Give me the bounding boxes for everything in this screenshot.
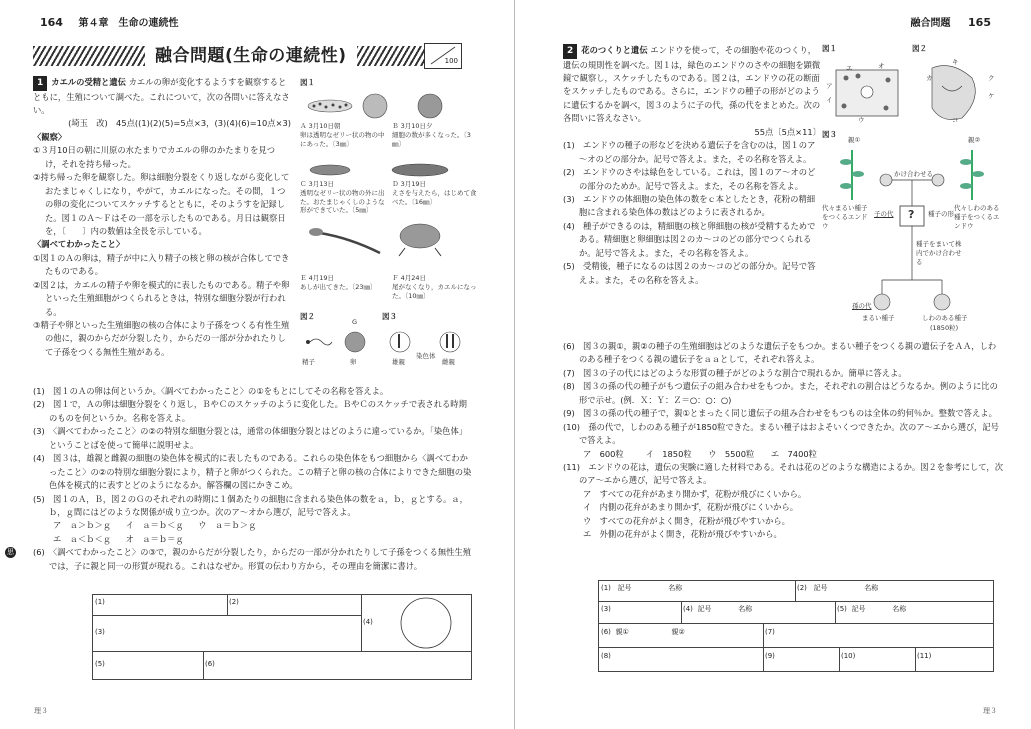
res-head: 〈調べてわかったこと〉 bbox=[33, 239, 125, 250]
left-page bbox=[0, 0, 515, 729]
fig1-caption-e: Ｅ 4月19日 あしが出てきた。〔23㎜〕 bbox=[300, 274, 377, 291]
q2-fig1-mark-a: ア bbox=[826, 82, 833, 90]
q2-fig1-label: 図１ bbox=[822, 44, 837, 53]
q1-5-choices-row2 bbox=[33, 533, 473, 546]
q2-fig2-mark-ke: ケ bbox=[988, 92, 995, 100]
inheritance-diagram bbox=[822, 140, 1002, 330]
fig3-round: まるい種子 bbox=[862, 314, 895, 322]
q2-4: (4) 種子ができるのは，精細胞の核と卵細胞の核が受精するためである。精細胞と卵細胞は図２のカ～コのどの部分でつくられるか。記号で答えよ。また，その名称を答えよ。 bbox=[563, 220, 816, 258]
q2-answer-2-kigou: 記号 bbox=[813, 584, 828, 592]
fig1-caption-b: Ｂ 3月10日夕 細胞の数が多くなった。〔3㎜〕 bbox=[392, 122, 471, 148]
q2-9: (9) 図３の孫の代の種子で，親①とまったく同じ遺伝子の組み合わせをもつものは全体の約何％か。整数で答えよ。 bbox=[563, 408, 997, 419]
q2-answer-7-label: (7) bbox=[765, 628, 775, 636]
fig2-label: 図２ bbox=[300, 312, 315, 321]
q2-intro: エンドウを使って，その細胞や花のつくり，遺伝の規則性を調べた。図１は，緑色のエンドウのさやの細胞を顕微鏡で観察し，スケッチしたものである。図２は，エンドウの花の断面をスケッチしたものである。さらに，エンドウの種子の形がどのように遺伝するかを調べ，図３のように子の代，孫の代をまとめた。次の各問いに答えなさい。 bbox=[563, 45, 821, 124]
fig1-caption-c: Ｃ 3月13日 透明なゼリー状の物の外に出た。おたまじゃくしのような形ができていた。〔5㎜〕 bbox=[300, 180, 385, 215]
q2-answer-4-label: (4) bbox=[683, 605, 693, 613]
q2-answer-8[interactable] bbox=[599, 647, 764, 671]
q2-1: (1) エンドウの種子の形などを決める遺伝子を含むのは，図１のア～オのどの部分か。記号で答えよ。また，その名称を答えよ。 bbox=[563, 140, 816, 164]
q1-choice-u: ウ ａ＝ｂ＞ｇ bbox=[198, 520, 257, 531]
q2-answer-3[interactable] bbox=[599, 601, 682, 624]
q2-11-choice-u: ウ すべての花弁がよく開き，花粉が飛びやすいから。 bbox=[583, 515, 790, 526]
fig3-parent2: 親② bbox=[968, 136, 981, 144]
q2-10-choice-a: ア 600粒 bbox=[583, 448, 624, 459]
q2-answer-2[interactable] bbox=[795, 581, 993, 602]
res-2: ②図２は，カエルの精子や卵を模式的に表したものである。精子や卵といった生殖細胞がつくられるときは，特別な細胞分裂が行われる。 bbox=[33, 279, 290, 317]
think-mark-icon: 思 bbox=[7, 548, 14, 557]
q1-number: 1 bbox=[33, 76, 47, 91]
q2-answer-6-label: (6) bbox=[601, 628, 611, 636]
res-1: ①図１のＡの卵は，精子が中に入り精子の核と卵の核が合体してできたものである。 bbox=[33, 252, 290, 277]
q2-fig1-mark-e: エ bbox=[846, 64, 853, 72]
q2-fig2-mark-ki: キ bbox=[952, 58, 959, 66]
fig3-parent1: 親① bbox=[848, 136, 861, 144]
q2-intro-block bbox=[563, 44, 821, 287]
q2-fig1-mark-o: オ bbox=[878, 62, 885, 70]
q2-answer-5-kigou: 記号 bbox=[851, 605, 866, 613]
fig2-g-label: G bbox=[352, 318, 358, 326]
answer-2[interactable] bbox=[227, 595, 362, 616]
q2-6: (6) 図３の親①，親②の種子の生殖細胞はどのような遺伝子をもつか。まるい種子をつくる親の遺伝子をＡＡ，しわのある種子をつくる親の遺伝子をａａとして，それぞれ答えよ。 bbox=[563, 341, 997, 365]
answer-6[interactable] bbox=[203, 651, 471, 679]
q2-11-choice-i: イ 内側の花弁があまり開かず，花粉が飛びにくいから。 bbox=[583, 502, 799, 513]
q2-answer-6[interactable] bbox=[599, 623, 764, 648]
fig3-cross: かけ合わせる bbox=[894, 170, 933, 178]
score-box bbox=[424, 43, 462, 69]
q2-answer-5-meishou: 名称 bbox=[892, 605, 907, 613]
q2-answer-4-kigou: 記号 bbox=[697, 605, 712, 613]
q2-answer-7[interactable] bbox=[763, 623, 993, 648]
right-page bbox=[516, 0, 1031, 729]
answer-3[interactable] bbox=[93, 615, 362, 652]
q1-choice-a: ア ａ＞ｂ＞ｇ bbox=[53, 520, 112, 531]
q2-answer-1-kigou: 記号 bbox=[617, 584, 632, 592]
q2-answer-6-oya1: 親① bbox=[615, 628, 629, 636]
fig1-caption-d: Ｄ 3月19日 えさを与えたら，はじめて食べた。〔16㎜〕 bbox=[392, 180, 477, 206]
q2-10-choice-i: イ 1850粒 bbox=[645, 448, 692, 459]
q2-answer-11-label: (11) bbox=[917, 652, 932, 660]
q2-answer-11[interactable] bbox=[915, 647, 993, 671]
fig3-label: 図３ bbox=[382, 312, 397, 321]
answer-2-label: (2) bbox=[229, 598, 239, 606]
fig3-wrinkled-count: (1850粒) bbox=[930, 324, 959, 332]
q1-5-choices-row1 bbox=[33, 519, 473, 532]
q2-11-choice-e: エ 外側の花弁がよく開き，花粉が飛びやすいから。 bbox=[583, 529, 782, 540]
q2-11: (11) エンドウの花は，遺伝の実験に適した材料である。それは花のどのような構造によるか。図２を参考にして，次のア～エから選び，記号で答えよ。 bbox=[563, 461, 1004, 486]
fig2-egg-label: 卵 bbox=[350, 358, 357, 366]
q2-figures bbox=[822, 44, 1002, 334]
q2-10: (10) 孫の代で，しわのある種子が1850粒できた。まるい種子はおよそいくつできたか。次のア～エから選び，記号で答えよ。 bbox=[563, 421, 999, 446]
right-header bbox=[911, 14, 991, 32]
q2-answer-5-label: (5) bbox=[837, 605, 847, 613]
fig3-child-shape: 種子の形 bbox=[928, 210, 954, 218]
fig3-child-seed: ? bbox=[908, 208, 915, 221]
score-max: 100 bbox=[444, 56, 458, 65]
q2-answer-1[interactable] bbox=[599, 581, 796, 602]
q2-answer-8-label: (8) bbox=[601, 652, 611, 660]
q2-title: 花のつくりと遺伝 bbox=[581, 45, 648, 55]
banner-title: 融合問題(生命の連続性) bbox=[145, 44, 357, 68]
right-page-number: 165 bbox=[968, 16, 991, 29]
obs-2: ②持ち帰った卵を観察した。卵は細胞分裂をくり返しながら変化しておたまじゃくしになり，やがて，カエルになった。その間，１つの卵の変化についてスケッチするとともに，そのようすを記録した。図１のＡ～Ｆはその一部を示したものである。月日は観察日を，〔 〕内の数値は全長を示している。 bbox=[33, 172, 290, 236]
fig3-self: 種子をまいて株内でかけ合わせる bbox=[916, 240, 962, 266]
q2-3: (3) エンドウの体細胞の染色体の数をｃ本としたとき，花粉の精細胞に含まれる染色体の数はどのように表されるか。 bbox=[563, 193, 816, 218]
q2-fig2-mark-ko: コ bbox=[952, 116, 959, 124]
q2-answer-9[interactable] bbox=[763, 647, 840, 671]
q2-number: 2 bbox=[563, 44, 577, 59]
q2-10-choice-e: エ 7400粒 bbox=[770, 448, 817, 459]
answer-3-label: (3) bbox=[95, 628, 105, 636]
q2-answer-10-label: (10) bbox=[841, 652, 856, 660]
q2-answer-4[interactable] bbox=[681, 601, 836, 624]
fig3-grandchild: 孫の代 bbox=[852, 302, 872, 310]
obs-1: ①３月10日の朝に川原の水たまりでカエルの卵のかたまりを見つけ，それを持ち帰った。 bbox=[33, 145, 276, 169]
q1-6 bbox=[7, 546, 473, 573]
q1-title: カエルの受精と遺伝 bbox=[51, 77, 126, 87]
fig3-chromosome-label: 染色体 bbox=[416, 352, 436, 360]
q2-fig3-label: 図３ bbox=[822, 130, 837, 139]
q2-7: (7) 図３の子の代にはどのような形質の種子がどのような割合で現れるか。簡単に答えよ。 bbox=[563, 367, 907, 378]
fig3-child: 子の代 bbox=[874, 210, 894, 218]
q2-10-choices bbox=[563, 448, 1003, 461]
q2-2: (2) エンドウのさやは緑色をしている。これは，図１のア～オのどの部分のためか。記号で答えよ。また，その名称を答えよ。 bbox=[563, 167, 816, 191]
answer-1[interactable] bbox=[93, 595, 228, 616]
q1-source: (埼玉 改) 45点((1)(2)(5)=5点×3，(3)(4)(6)=10点×3) bbox=[68, 118, 291, 129]
q1-6-text: (6) 〈調べてわかったこと〉の③で，親のからだが分裂したり，からだの一部が分かれたりして子孫をつくる無性生殖では，子に親と同一の形質が現れる。これはなぜか。形質の伝わり方から，その理由を簡潔に書け。 bbox=[33, 547, 472, 571]
q1-1: (1) 図１のＡの卵は何というか。〈調べてわかったこと〉の①をもとにしてその名称を答えよ。 bbox=[33, 386, 389, 396]
res-3: ③精子や卵といった生殖細胞の核の合体により子孫をつくる有性生殖の他に，親のからだが分裂したり，からだの一部が分かれたりして子孫をつくる無性生殖がある。 bbox=[33, 320, 290, 357]
q2-points: 55点〔5点×11〕 bbox=[754, 126, 821, 137]
fig3-wrinkled: しわのある種子 bbox=[922, 314, 968, 322]
chapter-title: 第４章 生命の連続性 bbox=[78, 18, 179, 29]
q2-8: (8) 図３の孫の代の種子がもつ遺伝子の組み合わせをもつか。また，それぞれの割合はどうなるか。例のように比の形で示せ。(例．Ｘ：Ｙ：Ｚ＝○：○：○) bbox=[563, 381, 998, 405]
obs-head: 〈観察〉 bbox=[33, 131, 67, 142]
fig3-female-label: 雌親 bbox=[442, 358, 455, 366]
q1-intro: カエルの卵が変化するようすを観察するとともに，生殖について調べた。これについて，次の各問いに答えなさい。 bbox=[33, 77, 290, 116]
fig3-parent2-desc: 代々しわのある種子をつくるエンドウ bbox=[954, 204, 1000, 230]
q2-answer-3-label: (3) bbox=[601, 605, 611, 613]
answer-4-cell-circle[interactable] bbox=[399, 596, 459, 650]
q2-5: (5) 受精後，種子になるのは図２のカ～コのどの部分か。記号で答えよ。また，その名称を答えよ。 bbox=[563, 261, 816, 285]
q2-answer-2-label: (2) bbox=[797, 584, 807, 592]
left-page-number: 164 bbox=[40, 16, 63, 29]
fig3-parent1-desc: 代々まるい種子をつくるエンドウ bbox=[822, 204, 868, 230]
q2-lower-questions bbox=[563, 340, 1003, 542]
fig1-label: 図１ bbox=[300, 78, 315, 87]
q1-choice-i: イ ａ＝ｂ＜ｇ bbox=[125, 520, 184, 531]
right-header-title: 融合問題 bbox=[910, 18, 951, 29]
q2-answer-grid bbox=[598, 580, 994, 672]
q2-fig1-mark-i: イ bbox=[826, 96, 833, 104]
q2-10-choice-u: ウ 5500粒 bbox=[708, 448, 755, 459]
q2-answer-1-label: (1) bbox=[601, 584, 611, 592]
q2-answer-2-meishou: 名称 bbox=[864, 584, 879, 592]
q2-answer-9-label: (9) bbox=[765, 652, 775, 660]
fig1-caption-a: Ａ 3月10日朝 卵は透明なゼリー状の物の中にあった。〔3㎜〕 bbox=[300, 122, 385, 148]
q2-answer-1-meishou: 名称 bbox=[668, 584, 683, 592]
figure-2-3 bbox=[300, 312, 480, 368]
q2-fig2-mark-ka: カ bbox=[926, 74, 933, 82]
left-header bbox=[40, 14, 178, 32]
answer-6-label: (6) bbox=[205, 660, 215, 668]
q1-choice-e: エ ａ＜ｂ＜ｇ bbox=[53, 533, 112, 544]
answer-1-label: (1) bbox=[95, 598, 105, 606]
q1-answer-grid bbox=[92, 594, 472, 680]
fig3-male-label: 雄親 bbox=[392, 358, 405, 366]
answer-4-label: (4) bbox=[363, 618, 373, 626]
q1-3: (3) 〈調べてわかったこと〉の②の特別な細胞分裂とは，通常の体細胞分裂とはどのように違っているか。「染色体」ということばを使って簡単に説明せよ。 bbox=[33, 426, 468, 450]
q2-fig2-mark-ku: ク bbox=[988, 74, 995, 82]
q1-intro-block bbox=[33, 76, 291, 359]
fig1-caption-f: Ｆ 4月24日 尾がなくなり，カエルになった。〔10㎜〕 bbox=[392, 274, 477, 300]
answer-4[interactable] bbox=[361, 595, 471, 652]
figure-1-frog bbox=[300, 78, 480, 308]
q1-choice-o: オ ａ＝ｂ＝ｇ bbox=[125, 533, 184, 544]
q1-2: (2) 図１で，Ａの卵は細胞分裂をくり返し，ＢやＣのスケッチのように変化した。ＢやＣのスケッチで表される時期のものを何というか。名称を答えよ。 bbox=[33, 399, 467, 423]
fig2-sperm-label: 精子 bbox=[302, 358, 315, 366]
q2-answer-4-meishou: 名称 bbox=[738, 605, 753, 613]
q1-4: (4) 図３は，雄親と雌親の細胞の染色体を模式的に表したものである。これらの染色体をもつ細胞から〈調べてわかったこと〉の②の特別な細胞分裂により，精子と卵がつくられた。この精子と卵の核の合体によりできた細胞の染色体を模式的に表すとどのようになるか。解答欄の図にかきこめ。 bbox=[33, 453, 472, 491]
q2-answer-6-oya2: 親② bbox=[671, 628, 685, 636]
answer-5-label: (5) bbox=[95, 660, 105, 668]
banner bbox=[33, 44, 460, 68]
q2-fig1-mark-u: ウ bbox=[858, 116, 865, 124]
left-footer: 理３ bbox=[34, 706, 48, 715]
q2-answer-10[interactable] bbox=[839, 647, 916, 671]
answer-5[interactable] bbox=[93, 651, 204, 679]
q1-5: (5) 図１のＡ，Ｂ，図２のＧのそれぞれの時期に１個あたりの細胞に含まれる染色体の数をａ，ｂ，ｇとする。ａ，ｂ，ｇ間にはどのような関係が成り立つか。次のア～オから選び，記号で答えよ。 bbox=[33, 493, 468, 517]
q1-questions bbox=[7, 385, 473, 573]
right-footer: 理３ bbox=[983, 706, 997, 715]
q2-fig2-label: 図２ bbox=[912, 44, 927, 53]
q2-answer-5[interactable] bbox=[835, 601, 993, 624]
q2-11-choice-a: ア すべての花弁があまり開かず，花粉が飛びにくいから。 bbox=[583, 488, 807, 499]
